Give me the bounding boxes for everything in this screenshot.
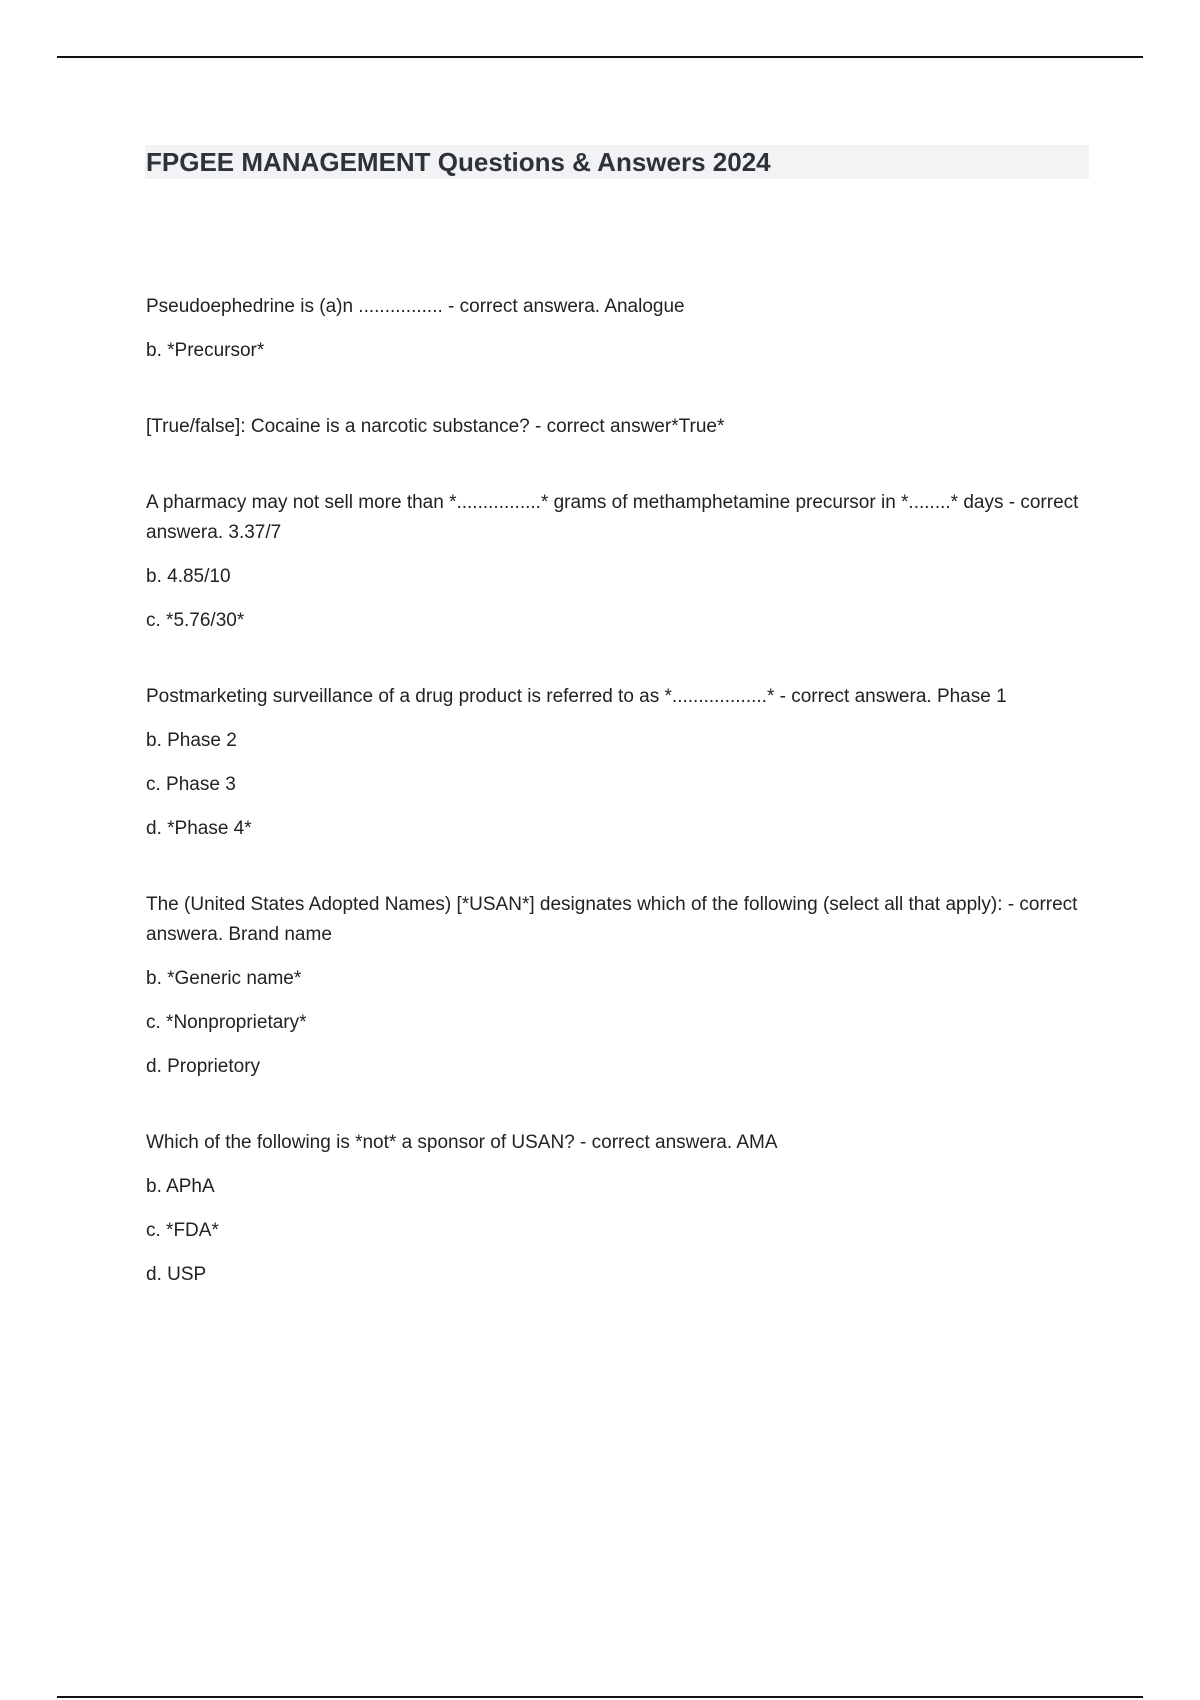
qa-item	[146, 1128, 1086, 1290]
question-line: [True/false]: Cocaine is a narcotic substance? - correct answer*True*	[146, 416, 725, 437]
qa-content	[146, 292, 1086, 1336]
answer-option: c. *FDA*	[146, 1220, 219, 1241]
bottom-rule	[57, 1696, 1143, 1698]
qa-item	[146, 488, 1086, 636]
answer-option: c. Phase 3	[146, 774, 236, 795]
question-line: The (United States Adopted Names) [*USAN*] designates which of the following (select all that apply): - correct answera. Brand name	[146, 894, 1078, 945]
answer-option: b. APhA	[146, 1176, 215, 1197]
top-rule	[57, 56, 1143, 58]
answer-option: d. USP	[146, 1264, 207, 1285]
document-title: FPGEE MANAGEMENT Questions & Answers 2024	[146, 147, 771, 177]
answer-option: b. *Generic name*	[146, 968, 302, 989]
answer-option: d. *Phase 4*	[146, 818, 252, 839]
answer-option: b. Phase 2	[146, 730, 237, 751]
answer-option: c. *5.76/30*	[146, 610, 245, 631]
question-line: Postmarketing surveillance of a drug product is referred to as *..................* - correct answera. Phase 1	[146, 686, 1007, 707]
answer-option: b. *Precursor*	[146, 340, 265, 361]
qa-item	[146, 682, 1086, 844]
question-line: A pharmacy may not sell more than *................* grams of methamphetamine precursor in *........* days - correct answera. 3.37/7	[146, 492, 1079, 543]
answer-option: c. *Nonproprietary*	[146, 1012, 307, 1033]
qa-item	[146, 890, 1086, 1082]
question-line: Which of the following is *not* a sponsor of USAN? - correct answera. AMA	[146, 1132, 778, 1153]
question-line: Pseudoephedrine is (a)n ................ - correct answera. Analogue	[146, 296, 685, 317]
qa-item	[146, 412, 1086, 442]
answer-option: d. Proprietory	[146, 1056, 261, 1077]
qa-item	[146, 292, 1086, 366]
answer-option: b. 4.85/10	[146, 566, 231, 587]
